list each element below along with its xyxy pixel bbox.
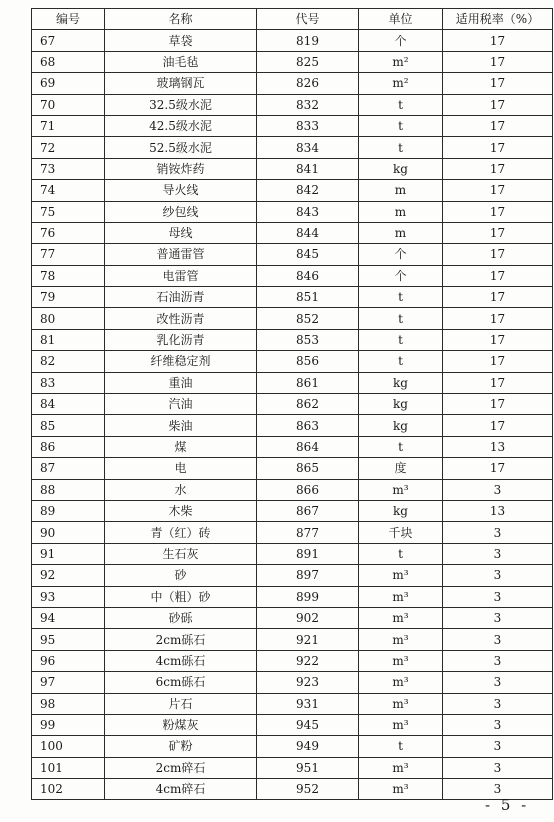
cell-number: 90 bbox=[32, 522, 105, 543]
cell-number: 68 bbox=[32, 51, 105, 72]
cell-tax-rate: 17 bbox=[443, 51, 553, 72]
cell-number: 101 bbox=[32, 757, 105, 778]
cell-unit: 度 bbox=[359, 458, 443, 479]
cell-name: 纱包线 bbox=[105, 201, 257, 222]
cell-code: 867 bbox=[257, 500, 359, 521]
table-row bbox=[32, 757, 553, 778]
cell-tax-rate: 17 bbox=[443, 137, 553, 158]
cell-unit: kg bbox=[359, 372, 443, 393]
table-row bbox=[32, 458, 553, 479]
cell-number: 76 bbox=[32, 222, 105, 243]
table-header-row bbox=[32, 9, 553, 30]
cell-unit: kg bbox=[359, 500, 443, 521]
cell-number: 100 bbox=[32, 736, 105, 757]
cell-name: 2cm砾石 bbox=[105, 629, 257, 650]
cell-code: 853 bbox=[257, 329, 359, 350]
tax-rate-table bbox=[31, 8, 553, 800]
cell-tax-rate: 17 bbox=[443, 180, 553, 201]
table-row bbox=[32, 543, 553, 564]
cell-unit: m bbox=[359, 180, 443, 201]
cell-code: 891 bbox=[257, 543, 359, 564]
cell-number: 94 bbox=[32, 607, 105, 628]
cell-name: 汽油 bbox=[105, 394, 257, 415]
cell-unit: t bbox=[359, 329, 443, 350]
cell-number: 92 bbox=[32, 565, 105, 586]
cell-unit: 个 bbox=[359, 30, 443, 51]
table-row bbox=[32, 73, 553, 94]
cell-name: 销铵炸药 bbox=[105, 158, 257, 179]
table-row bbox=[32, 351, 553, 372]
cell-name: 水 bbox=[105, 479, 257, 500]
cell-name: 2cm碎石 bbox=[105, 757, 257, 778]
cell-name: 玻璃钢瓦 bbox=[105, 73, 257, 94]
cell-unit: m³ bbox=[359, 586, 443, 607]
cell-code: 877 bbox=[257, 522, 359, 543]
cell-tax-rate: 17 bbox=[443, 30, 553, 51]
cell-name: 柴油 bbox=[105, 415, 257, 436]
cell-code: 825 bbox=[257, 51, 359, 72]
cell-name: 粉煤灰 bbox=[105, 714, 257, 735]
table-row bbox=[32, 137, 553, 158]
cell-unit: kg bbox=[359, 415, 443, 436]
header-tax-rate: 适用税率（%） bbox=[443, 9, 553, 30]
cell-code: 952 bbox=[257, 779, 359, 800]
cell-number: 96 bbox=[32, 650, 105, 671]
cell-tax-rate: 17 bbox=[443, 351, 553, 372]
cell-name: 青（红）砖 bbox=[105, 522, 257, 543]
cell-tax-rate: 17 bbox=[443, 73, 553, 94]
cell-name: 中（粗）砂 bbox=[105, 586, 257, 607]
cell-code: 856 bbox=[257, 351, 359, 372]
cell-number: 81 bbox=[32, 329, 105, 350]
cell-code: 819 bbox=[257, 30, 359, 51]
cell-number: 93 bbox=[32, 586, 105, 607]
cell-code: 861 bbox=[257, 372, 359, 393]
cell-code: 845 bbox=[257, 244, 359, 265]
cell-unit: m³ bbox=[359, 672, 443, 693]
cell-tax-rate: 17 bbox=[443, 244, 553, 265]
cell-name: 52.5级水泥 bbox=[105, 137, 257, 158]
cell-name: 草袋 bbox=[105, 30, 257, 51]
cell-name: 生石灰 bbox=[105, 543, 257, 564]
table-row bbox=[32, 736, 553, 757]
cell-unit: m³ bbox=[359, 693, 443, 714]
table-row bbox=[32, 586, 553, 607]
cell-name: 导火线 bbox=[105, 180, 257, 201]
cell-name: 砂砾 bbox=[105, 607, 257, 628]
table-row bbox=[32, 629, 553, 650]
cell-unit: 千块 bbox=[359, 522, 443, 543]
cell-number: 99 bbox=[32, 714, 105, 735]
cell-number: 73 bbox=[32, 158, 105, 179]
cell-tax-rate: 17 bbox=[443, 201, 553, 222]
cell-name: 4cm碎石 bbox=[105, 779, 257, 800]
cell-tax-rate: 3 bbox=[443, 543, 553, 564]
cell-unit: m³ bbox=[359, 607, 443, 628]
table-row bbox=[32, 158, 553, 179]
table-row bbox=[32, 51, 553, 72]
cell-number: 102 bbox=[32, 779, 105, 800]
cell-code: 844 bbox=[257, 222, 359, 243]
cell-unit: m³ bbox=[359, 714, 443, 735]
table-row bbox=[32, 222, 553, 243]
table-row bbox=[32, 394, 553, 415]
cell-name: 普通雷管 bbox=[105, 244, 257, 265]
table-row bbox=[32, 436, 553, 457]
cell-tax-rate: 3 bbox=[443, 479, 553, 500]
cell-tax-rate: 17 bbox=[443, 308, 553, 329]
cell-code: 922 bbox=[257, 650, 359, 671]
cell-unit: m³ bbox=[359, 779, 443, 800]
table-row bbox=[32, 244, 553, 265]
cell-number: 85 bbox=[32, 415, 105, 436]
header-unit: 单位 bbox=[359, 9, 443, 30]
cell-name: 电雷管 bbox=[105, 265, 257, 286]
cell-number: 87 bbox=[32, 458, 105, 479]
cell-code: 851 bbox=[257, 287, 359, 308]
cell-unit: t bbox=[359, 94, 443, 115]
cell-number: 86 bbox=[32, 436, 105, 457]
cell-name: 矿粉 bbox=[105, 736, 257, 757]
cell-number: 67 bbox=[32, 30, 105, 51]
table-row bbox=[32, 30, 553, 51]
cell-code: 865 bbox=[257, 458, 359, 479]
cell-tax-rate: 17 bbox=[443, 415, 553, 436]
cell-code: 846 bbox=[257, 265, 359, 286]
cell-unit: t bbox=[359, 543, 443, 564]
table-row bbox=[32, 180, 553, 201]
cell-tax-rate: 17 bbox=[443, 458, 553, 479]
cell-tax-rate: 3 bbox=[443, 779, 553, 800]
cell-unit: m³ bbox=[359, 650, 443, 671]
cell-code: 832 bbox=[257, 94, 359, 115]
cell-name: 煤 bbox=[105, 436, 257, 457]
cell-name: 石油沥青 bbox=[105, 287, 257, 308]
table-row bbox=[32, 308, 553, 329]
cell-tax-rate: 17 bbox=[443, 222, 553, 243]
cell-unit: m² bbox=[359, 51, 443, 72]
cell-code: 945 bbox=[257, 714, 359, 735]
cell-tax-rate: 17 bbox=[443, 372, 553, 393]
cell-number: 70 bbox=[32, 94, 105, 115]
cell-unit: kg bbox=[359, 394, 443, 415]
cell-tax-rate: 17 bbox=[443, 287, 553, 308]
cell-number: 91 bbox=[32, 543, 105, 564]
cell-number: 69 bbox=[32, 73, 105, 94]
cell-unit: m³ bbox=[359, 629, 443, 650]
cell-unit: t bbox=[359, 308, 443, 329]
table-row bbox=[32, 265, 553, 286]
cell-tax-rate: 17 bbox=[443, 265, 553, 286]
cell-number: 97 bbox=[32, 672, 105, 693]
cell-unit: t bbox=[359, 137, 443, 158]
cell-tax-rate: 3 bbox=[443, 693, 553, 714]
cell-tax-rate: 3 bbox=[443, 629, 553, 650]
header-number: 编号 bbox=[32, 9, 105, 30]
cell-unit: m bbox=[359, 201, 443, 222]
cell-tax-rate: 17 bbox=[443, 329, 553, 350]
cell-unit: t bbox=[359, 115, 443, 136]
cell-tax-rate: 3 bbox=[443, 672, 553, 693]
cell-tax-rate: 3 bbox=[443, 565, 553, 586]
cell-tax-rate: 3 bbox=[443, 757, 553, 778]
cell-number: 98 bbox=[32, 693, 105, 714]
cell-tax-rate: 17 bbox=[443, 115, 553, 136]
cell-name: 42.5级水泥 bbox=[105, 115, 257, 136]
cell-code: 923 bbox=[257, 672, 359, 693]
table-row bbox=[32, 500, 553, 521]
table-row bbox=[32, 115, 553, 136]
cell-number: 84 bbox=[32, 394, 105, 415]
cell-code: 862 bbox=[257, 394, 359, 415]
cell-number: 82 bbox=[32, 351, 105, 372]
cell-unit: 个 bbox=[359, 244, 443, 265]
cell-name: 改性沥青 bbox=[105, 308, 257, 329]
table-row bbox=[32, 94, 553, 115]
cell-code: 834 bbox=[257, 137, 359, 158]
cell-tax-rate: 17 bbox=[443, 94, 553, 115]
cell-name: 乳化沥青 bbox=[105, 329, 257, 350]
cell-tax-rate: 3 bbox=[443, 736, 553, 757]
cell-name: 砂 bbox=[105, 565, 257, 586]
cell-number: 95 bbox=[32, 629, 105, 650]
table-row bbox=[32, 779, 553, 800]
cell-code: 841 bbox=[257, 158, 359, 179]
cell-name: 纤维稳定剂 bbox=[105, 351, 257, 372]
table-row bbox=[32, 565, 553, 586]
cell-tax-rate: 3 bbox=[443, 650, 553, 671]
cell-unit: m² bbox=[359, 73, 443, 94]
table-row bbox=[32, 201, 553, 222]
cell-code: 899 bbox=[257, 586, 359, 607]
cell-number: 74 bbox=[32, 180, 105, 201]
cell-name: 32.5级水泥 bbox=[105, 94, 257, 115]
cell-number: 89 bbox=[32, 500, 105, 521]
cell-code: 826 bbox=[257, 73, 359, 94]
table-row bbox=[32, 650, 553, 671]
cell-code: 921 bbox=[257, 629, 359, 650]
cell-code: 852 bbox=[257, 308, 359, 329]
cell-name: 油毛毡 bbox=[105, 51, 257, 72]
cell-tax-rate: 13 bbox=[443, 436, 553, 457]
cell-name: 电 bbox=[105, 458, 257, 479]
cell-unit: m³ bbox=[359, 565, 443, 586]
cell-name: 母线 bbox=[105, 222, 257, 243]
table-body bbox=[32, 30, 553, 800]
cell-name: 4cm砾石 bbox=[105, 650, 257, 671]
cell-unit: t bbox=[359, 736, 443, 757]
cell-code: 863 bbox=[257, 415, 359, 436]
cell-name: 木柴 bbox=[105, 500, 257, 521]
cell-code: 931 bbox=[257, 693, 359, 714]
tax-rate-table-container bbox=[31, 8, 553, 800]
table-row bbox=[32, 522, 553, 543]
cell-name: 6cm砾石 bbox=[105, 672, 257, 693]
cell-unit: t bbox=[359, 351, 443, 372]
cell-number: 79 bbox=[32, 287, 105, 308]
table-row bbox=[32, 372, 553, 393]
table-row bbox=[32, 329, 553, 350]
cell-tax-rate: 3 bbox=[443, 522, 553, 543]
table-row bbox=[32, 607, 553, 628]
cell-code: 897 bbox=[257, 565, 359, 586]
cell-name: 片石 bbox=[105, 693, 257, 714]
cell-tax-rate: 3 bbox=[443, 714, 553, 735]
cell-unit: t bbox=[359, 287, 443, 308]
cell-number: 88 bbox=[32, 479, 105, 500]
cell-number: 77 bbox=[32, 244, 105, 265]
cell-name: 重油 bbox=[105, 372, 257, 393]
cell-tax-rate: 17 bbox=[443, 158, 553, 179]
table-row bbox=[32, 415, 553, 436]
cell-number: 75 bbox=[32, 201, 105, 222]
cell-number: 83 bbox=[32, 372, 105, 393]
cell-unit: m³ bbox=[359, 757, 443, 778]
cell-unit: 个 bbox=[359, 265, 443, 286]
cell-code: 949 bbox=[257, 736, 359, 757]
cell-number: 71 bbox=[32, 115, 105, 136]
cell-tax-rate: 3 bbox=[443, 607, 553, 628]
cell-unit: t bbox=[359, 436, 443, 457]
cell-tax-rate: 13 bbox=[443, 500, 553, 521]
table-row bbox=[32, 714, 553, 735]
cell-code: 866 bbox=[257, 479, 359, 500]
cell-number: 72 bbox=[32, 137, 105, 158]
cell-number: 78 bbox=[32, 265, 105, 286]
cell-tax-rate: 3 bbox=[443, 586, 553, 607]
cell-code: 842 bbox=[257, 180, 359, 201]
cell-code: 843 bbox=[257, 201, 359, 222]
header-name: 名称 bbox=[105, 9, 257, 30]
cell-code: 902 bbox=[257, 607, 359, 628]
table-row bbox=[32, 479, 553, 500]
table-row bbox=[32, 672, 553, 693]
cell-code: 833 bbox=[257, 115, 359, 136]
table-row bbox=[32, 693, 553, 714]
cell-tax-rate: 17 bbox=[443, 394, 553, 415]
cell-unit: m bbox=[359, 222, 443, 243]
cell-code: 951 bbox=[257, 757, 359, 778]
page-number: - 5 - bbox=[485, 796, 530, 814]
header-code: 代号 bbox=[257, 9, 359, 30]
cell-code: 864 bbox=[257, 436, 359, 457]
cell-unit: m³ bbox=[359, 479, 443, 500]
cell-unit: kg bbox=[359, 158, 443, 179]
cell-number: 80 bbox=[32, 308, 105, 329]
table-row bbox=[32, 287, 553, 308]
